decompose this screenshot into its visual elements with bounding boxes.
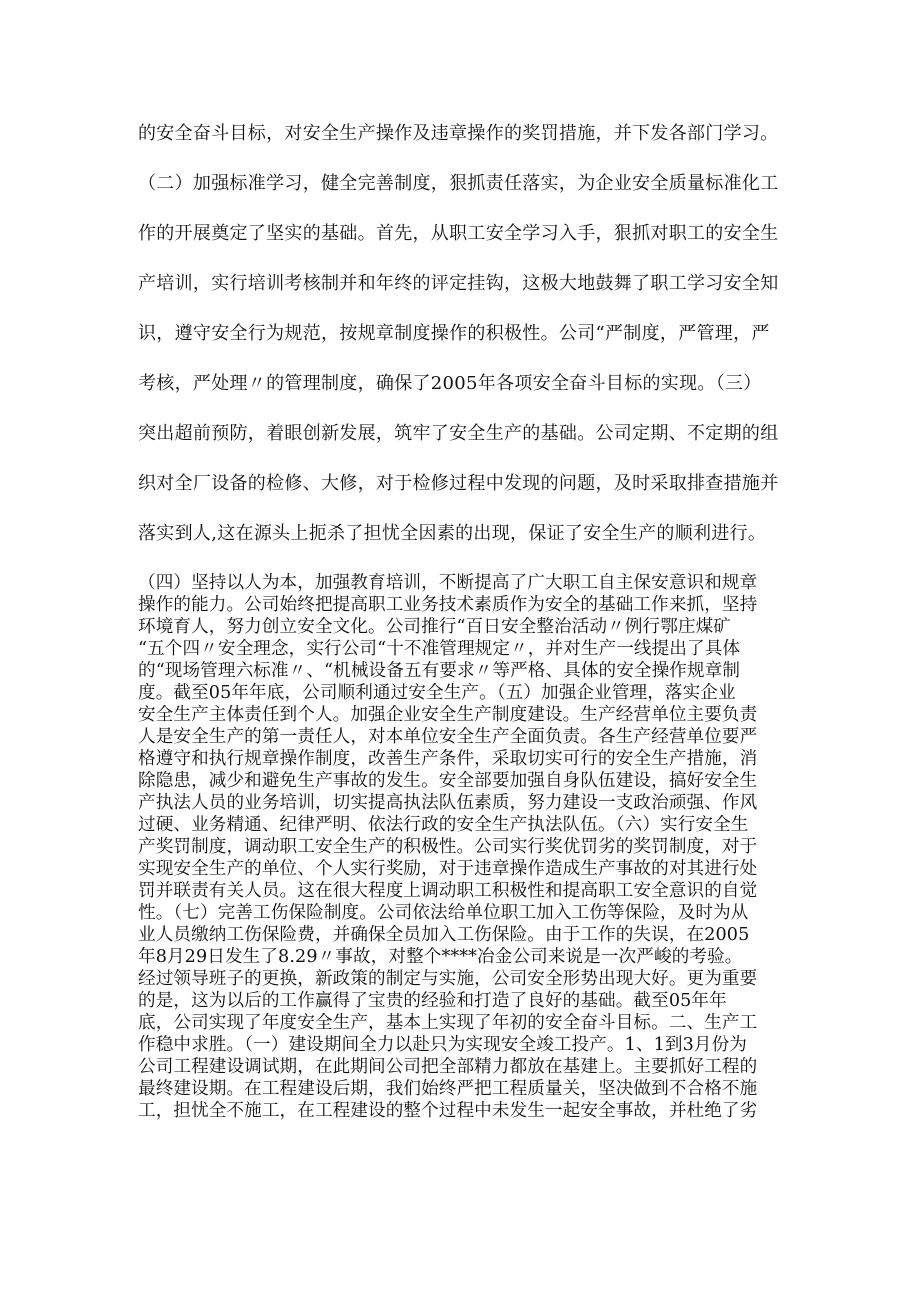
text-line: 除隐患，减少和避免生产事故的发生。安全部要加强自身队伍建设，搞好安全生 xyxy=(138,771,758,791)
text-line: 产奖罚制度，调动职工安全生产的积极性。公司实行奖优罚劣的奖罚制度，对于 xyxy=(138,837,758,857)
text-line: 罚并联责有关人员。这在很大程度上调动职工积极性和提高职工安全意识的自觉 xyxy=(138,881,758,901)
text-line: 作稳中求胜。（一）建设期间全力以赴只为实现安全竣工投产。1、1到3月份为 xyxy=(138,1035,747,1055)
text-line: 的“现场管理六标准〃、“机械设备五有要求〃等严格、具体的安全操作规章制 xyxy=(138,661,741,681)
text-line: （四）坚持以人为本，加强教育培训，不断提高了广大职工自主保安意识和规章 xyxy=(138,573,758,593)
text-line: （二）加强标准学习，健全完善制度，狠抓责任落实，为企业安全质量标准化工 xyxy=(138,173,779,194)
text-line: 公司工程建设调试期，在此期间公司把全部精力都放在基建上。主要抓好工程的 xyxy=(138,1057,758,1077)
text-line: 经过领导班子的更换，新政策的制定与实施，公司安全形势出现大好。更为重要 xyxy=(138,969,758,989)
text-line: 突出超前预防，着眼创新发展，筑牢了安全生产的基础。公司定期、不定期的组 xyxy=(138,423,779,444)
text-line: 的是，这为以后的工作赢得了宝贵的经验和打造了良好的基础。截至05年年 xyxy=(138,991,727,1011)
text-line: 环境育人，努力创立安全文化。公司推行“百日安全整治活动〃例行鄂庄煤矿 xyxy=(138,617,731,637)
text-line: 度。截至05年年底，公司顺利通过安全生产。（五）加强企业管理，落实企业 xyxy=(138,683,736,703)
text-line: 落实到人,这在源头上扼杀了担忧全因素的出现，保证了安全生产的顺利进行。 xyxy=(138,523,767,544)
text-line: “五个四〃安全理念，实行公司“十不准管理规定〃，并对生产一线提出了具体 xyxy=(138,639,741,659)
text-line: 底，公司实现了年度安全生产，基本上实现了年初的安全奋斗目标。二、生产工 xyxy=(138,1013,758,1033)
text-line: 工，担忧全不施工，在工程建设的整个过程中未发生一起安全事故，并杜绝了劣 xyxy=(138,1101,758,1121)
text-line: 作的开展奠定了坚实的基础。首先，从职工安全学习入手，狠抓对职工的安全生 xyxy=(138,223,779,244)
text-line: 产培训，实行培训考核制并和年终的评定挂钩，这极大地鼓舞了职工学习安全知 xyxy=(138,273,779,294)
text-line: 格遵守和执行规章操作制度，改善生产条件，采取切实可行的安全生产措施，消 xyxy=(138,749,758,769)
text-line: 业人员缴纳工伤保险费，并确保全员加入工伤保险。由于工作的失误，在2005 xyxy=(138,925,750,945)
text-line: 人是安全生产的第一责任人，对本单位安全生产全面负责。各生产经营单位要严 xyxy=(138,727,758,747)
text-line: 实现安全生产的单位、个人实行奖励，对于违章操作造成生产事故的对其进行处 xyxy=(138,859,758,879)
text-line: 产执法人员的业务培训，切实提高执法队伍素质，努力建设一支政治顽强、作风 xyxy=(138,793,758,813)
text-line: 识，遵守安全行为规范，按规章制度操作的积极性。公司“严制度，严管理，严 xyxy=(138,323,770,344)
text-line: 考核，严处理〃的管理制度，确保了2005年各项安全奋斗目标的实现。（三） xyxy=(138,373,762,394)
text-line: 年8月29日发生了8.29〃事故，对整个****冶金公司来说是一次严峻的考验。 xyxy=(138,947,743,967)
text-line: 过硬、业务精通、纪律严明、依法行政的安全生产执法队伍。（六）实行安全生 xyxy=(138,815,749,835)
text-line: 最终建设期。在工程建设后期，我们始终严把工程质量关，坚决做到不合格不施 xyxy=(138,1079,758,1099)
text-line: 安全生产主体责任到个人。加强企业安全生产制度建设。生产经营单位主要负责 xyxy=(138,705,758,725)
text-line: 操作的能力。公司始终把提高职工业务技术素质作为安全的基础工作来抓，坚持 xyxy=(138,595,758,615)
text-line: 织对全厂设备的检修、大修，对于检修过程中发现的问题，及时采取排查措施并 xyxy=(138,473,779,494)
text-line: 的安全奋斗目标，对安全生产操作及违章操作的奖罚措施，并下发各部门学习。 xyxy=(138,123,779,144)
text-line: 性。（七）完善工伤保险制度。公司依法给单位职工加入工伤等保险，及时为从 xyxy=(138,903,749,923)
